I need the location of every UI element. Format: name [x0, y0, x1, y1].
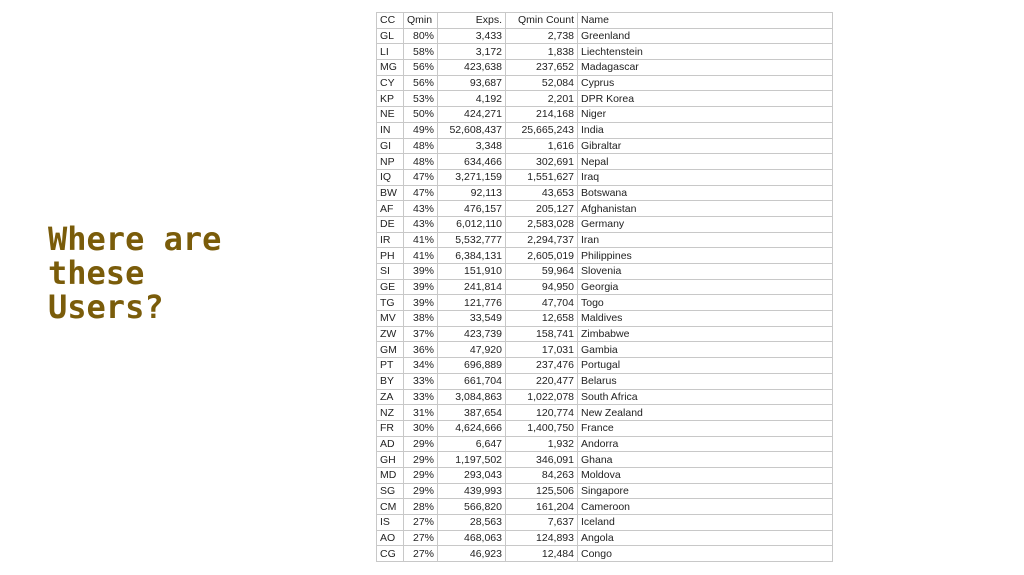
cell-name: Belarus	[578, 373, 833, 389]
cell-cc: SI	[377, 264, 404, 280]
cell-qmin: 33%	[404, 373, 438, 389]
cell-exps: 423,638	[438, 60, 506, 76]
cell-exps: 293,043	[438, 467, 506, 483]
cell-name: Congo	[578, 546, 833, 562]
cell-qmin: 29%	[404, 436, 438, 452]
table-row	[377, 107, 833, 123]
table-row	[377, 248, 833, 264]
cell-qmin: 48%	[404, 138, 438, 154]
cell-cc: CY	[377, 75, 404, 91]
cell-qmin-count: 25,665,243	[506, 122, 578, 138]
cell-qmin-count: 17,031	[506, 342, 578, 358]
cell-cc: NE	[377, 107, 404, 123]
table-row	[377, 75, 833, 91]
cell-exps: 468,063	[438, 530, 506, 546]
cell-qmin-count: 237,476	[506, 358, 578, 374]
cell-qmin: 27%	[404, 546, 438, 562]
cell-name: France	[578, 420, 833, 436]
cell-qmin-count: 1,022,078	[506, 389, 578, 405]
cell-qmin: 36%	[404, 342, 438, 358]
table-row	[377, 232, 833, 248]
header-qmin: Qmin	[404, 13, 438, 29]
cell-qmin: 39%	[404, 264, 438, 280]
cell-cc: GM	[377, 342, 404, 358]
cell-name: Togo	[578, 295, 833, 311]
cell-qmin-count: 2,583,028	[506, 216, 578, 232]
cell-qmin: 50%	[404, 107, 438, 123]
cell-cc: NZ	[377, 405, 404, 421]
header-qmin-count: Qmin Count	[506, 13, 578, 29]
cell-exps: 47,920	[438, 342, 506, 358]
cell-cc: DE	[377, 216, 404, 232]
header-name: Name	[578, 13, 833, 29]
cell-qmin-count: 220,477	[506, 373, 578, 389]
table-row	[377, 264, 833, 280]
cell-exps: 3,348	[438, 138, 506, 154]
cell-qmin-count: 125,506	[506, 483, 578, 499]
table-row	[377, 358, 833, 374]
table-row	[377, 515, 833, 531]
cell-qmin: 39%	[404, 279, 438, 295]
cell-qmin-count: 52,084	[506, 75, 578, 91]
cell-exps: 566,820	[438, 499, 506, 515]
cell-name: Gambia	[578, 342, 833, 358]
table-row	[377, 44, 833, 60]
cell-qmin: 38%	[404, 311, 438, 327]
cell-cc: SG	[377, 483, 404, 499]
table-row	[377, 405, 833, 421]
table-row	[377, 201, 833, 217]
table-row	[377, 452, 833, 468]
cell-qmin: 27%	[404, 515, 438, 531]
cell-exps: 387,654	[438, 405, 506, 421]
cell-cc: IR	[377, 232, 404, 248]
cell-qmin-count: 7,637	[506, 515, 578, 531]
cell-exps: 3,433	[438, 28, 506, 44]
cell-qmin-count: 120,774	[506, 405, 578, 421]
table-body	[377, 28, 833, 561]
cell-exps: 439,993	[438, 483, 506, 499]
cell-exps: 28,563	[438, 515, 506, 531]
cell-qmin-count: 346,091	[506, 452, 578, 468]
cell-exps: 33,549	[438, 311, 506, 327]
cell-qmin: 56%	[404, 60, 438, 76]
table-row	[377, 373, 833, 389]
table-row	[377, 91, 833, 107]
table-row	[377, 420, 833, 436]
table-row	[377, 185, 833, 201]
cell-qmin-count: 2,201	[506, 91, 578, 107]
cell-qmin: 34%	[404, 358, 438, 374]
cell-qmin: 29%	[404, 483, 438, 499]
table-row	[377, 342, 833, 358]
cell-name: Angola	[578, 530, 833, 546]
cell-qmin: 48%	[404, 154, 438, 170]
table-row	[377, 154, 833, 170]
cell-qmin: 43%	[404, 216, 438, 232]
cell-exps: 634,466	[438, 154, 506, 170]
table-row	[377, 483, 833, 499]
cell-cc: PH	[377, 248, 404, 264]
cell-name: New Zealand	[578, 405, 833, 421]
cell-exps: 6,647	[438, 436, 506, 452]
cell-exps: 424,271	[438, 107, 506, 123]
cell-cc: IN	[377, 122, 404, 138]
cell-qmin-count: 12,658	[506, 311, 578, 327]
cell-exps: 4,624,666	[438, 420, 506, 436]
cell-qmin: 33%	[404, 389, 438, 405]
table-row	[377, 138, 833, 154]
cell-name: Gibraltar	[578, 138, 833, 154]
cell-cc: IS	[377, 515, 404, 531]
cell-name: Georgia	[578, 279, 833, 295]
cell-qmin: 58%	[404, 44, 438, 60]
cell-exps: 92,113	[438, 185, 506, 201]
table-row	[377, 169, 833, 185]
table-row	[377, 546, 833, 562]
cell-cc: ZA	[377, 389, 404, 405]
cell-qmin: 49%	[404, 122, 438, 138]
cell-qmin: 47%	[404, 185, 438, 201]
cell-cc: CM	[377, 499, 404, 515]
cell-exps: 1,197,502	[438, 452, 506, 468]
cell-qmin-count: 302,691	[506, 154, 578, 170]
table-row	[377, 326, 833, 342]
country-table	[376, 12, 833, 562]
cell-name: Greenland	[578, 28, 833, 44]
cell-cc: KP	[377, 91, 404, 107]
cell-exps: 52,608,437	[438, 122, 506, 138]
cell-qmin-count: 47,704	[506, 295, 578, 311]
cell-exps: 4,192	[438, 91, 506, 107]
slide-title	[48, 222, 221, 324]
cell-name: Philippines	[578, 248, 833, 264]
cell-qmin-count: 124,893	[506, 530, 578, 546]
cell-name: Cyprus	[578, 75, 833, 91]
cell-qmin-count: 59,964	[506, 264, 578, 280]
cell-name: Nepal	[578, 154, 833, 170]
cell-name: Moldova	[578, 467, 833, 483]
cell-name: Germany	[578, 216, 833, 232]
table-row	[377, 295, 833, 311]
cell-cc: AF	[377, 201, 404, 217]
cell-name: Liechtenstein	[578, 44, 833, 60]
cell-qmin-count: 205,127	[506, 201, 578, 217]
cell-exps: 476,157	[438, 201, 506, 217]
cell-name: Andorra	[578, 436, 833, 452]
cell-qmin-count: 1,616	[506, 138, 578, 154]
cell-name: Cameroon	[578, 499, 833, 515]
cell-cc: LI	[377, 44, 404, 60]
cell-qmin: 30%	[404, 420, 438, 436]
cell-cc: FR	[377, 420, 404, 436]
cell-qmin: 53%	[404, 91, 438, 107]
cell-name: Ghana	[578, 452, 833, 468]
table-row	[377, 122, 833, 138]
header-exps: Exps.	[438, 13, 506, 29]
table-row	[377, 530, 833, 546]
cell-cc: PT	[377, 358, 404, 374]
cell-qmin: 29%	[404, 452, 438, 468]
cell-name: Iraq	[578, 169, 833, 185]
table-row	[377, 499, 833, 515]
table-row	[377, 216, 833, 232]
cell-qmin: 31%	[404, 405, 438, 421]
cell-exps: 423,739	[438, 326, 506, 342]
cell-name: Afghanistan	[578, 201, 833, 217]
cell-exps: 661,704	[438, 373, 506, 389]
cell-name: Madagascar	[578, 60, 833, 76]
cell-cc: AD	[377, 436, 404, 452]
cell-cc: GL	[377, 28, 404, 44]
cell-exps: 121,776	[438, 295, 506, 311]
cell-name: Maldives	[578, 311, 833, 327]
cell-name: Portugal	[578, 358, 833, 374]
table-row	[377, 60, 833, 76]
cell-qmin-count: 94,950	[506, 279, 578, 295]
cell-qmin: 27%	[404, 530, 438, 546]
cell-qmin-count: 158,741	[506, 326, 578, 342]
cell-qmin: 29%	[404, 467, 438, 483]
cell-qmin-count: 1,838	[506, 44, 578, 60]
slide-title-line: Where are	[48, 220, 222, 258]
cell-qmin-count: 161,204	[506, 499, 578, 515]
cell-qmin-count: 2,605,019	[506, 248, 578, 264]
slide-title-line: Users?	[48, 288, 164, 326]
cell-qmin-count: 1,400,750	[506, 420, 578, 436]
cell-cc: GI	[377, 138, 404, 154]
cell-qmin-count: 2,294,737	[506, 232, 578, 248]
header-cc: CC	[377, 13, 404, 29]
cell-exps: 46,923	[438, 546, 506, 562]
cell-name: Niger	[578, 107, 833, 123]
cell-cc: BW	[377, 185, 404, 201]
cell-exps: 3,271,159	[438, 169, 506, 185]
cell-exps: 696,889	[438, 358, 506, 374]
cell-cc: ZW	[377, 326, 404, 342]
cell-qmin-count: 12,484	[506, 546, 578, 562]
cell-exps: 3,084,863	[438, 389, 506, 405]
cell-qmin: 41%	[404, 248, 438, 264]
cell-exps: 241,814	[438, 279, 506, 295]
cell-qmin-count: 84,263	[506, 467, 578, 483]
table-row	[377, 467, 833, 483]
cell-exps: 151,910	[438, 264, 506, 280]
cell-name: DPR Korea	[578, 91, 833, 107]
cell-qmin: 39%	[404, 295, 438, 311]
table-row	[377, 28, 833, 44]
table-row	[377, 389, 833, 405]
cell-name: Iran	[578, 232, 833, 248]
cell-qmin: 41%	[404, 232, 438, 248]
cell-name: Zimbabwe	[578, 326, 833, 342]
cell-qmin-count: 1,551,627	[506, 169, 578, 185]
cell-qmin-count: 43,653	[506, 185, 578, 201]
cell-cc: MV	[377, 311, 404, 327]
slide-title-line: these	[48, 254, 145, 292]
cell-exps: 93,687	[438, 75, 506, 91]
cell-qmin-count: 237,652	[506, 60, 578, 76]
cell-qmin-count: 1,932	[506, 436, 578, 452]
cell-qmin-count: 2,738	[506, 28, 578, 44]
cell-exps: 5,532,777	[438, 232, 506, 248]
cell-qmin: 43%	[404, 201, 438, 217]
cell-cc: IQ	[377, 169, 404, 185]
cell-cc: MD	[377, 467, 404, 483]
cell-qmin-count: 214,168	[506, 107, 578, 123]
cell-name: Slovenia	[578, 264, 833, 280]
table-row	[377, 436, 833, 452]
cell-cc: GE	[377, 279, 404, 295]
cell-qmin: 47%	[404, 169, 438, 185]
cell-cc: AO	[377, 530, 404, 546]
cell-qmin: 80%	[404, 28, 438, 44]
cell-qmin: 56%	[404, 75, 438, 91]
cell-qmin: 37%	[404, 326, 438, 342]
cell-qmin: 28%	[404, 499, 438, 515]
cell-name: Singapore	[578, 483, 833, 499]
cell-name: India	[578, 122, 833, 138]
cell-exps: 6,012,110	[438, 216, 506, 232]
cell-cc: MG	[377, 60, 404, 76]
cell-cc: NP	[377, 154, 404, 170]
cell-name: South Africa	[578, 389, 833, 405]
cell-cc: BY	[377, 373, 404, 389]
cell-cc: CG	[377, 546, 404, 562]
table-row	[377, 279, 833, 295]
table-header-row	[377, 13, 833, 29]
cell-exps: 6,384,131	[438, 248, 506, 264]
cell-name: Iceland	[578, 515, 833, 531]
cell-cc: TG	[377, 295, 404, 311]
cell-exps: 3,172	[438, 44, 506, 60]
table-row	[377, 311, 833, 327]
cell-cc: GH	[377, 452, 404, 468]
cell-name: Botswana	[578, 185, 833, 201]
